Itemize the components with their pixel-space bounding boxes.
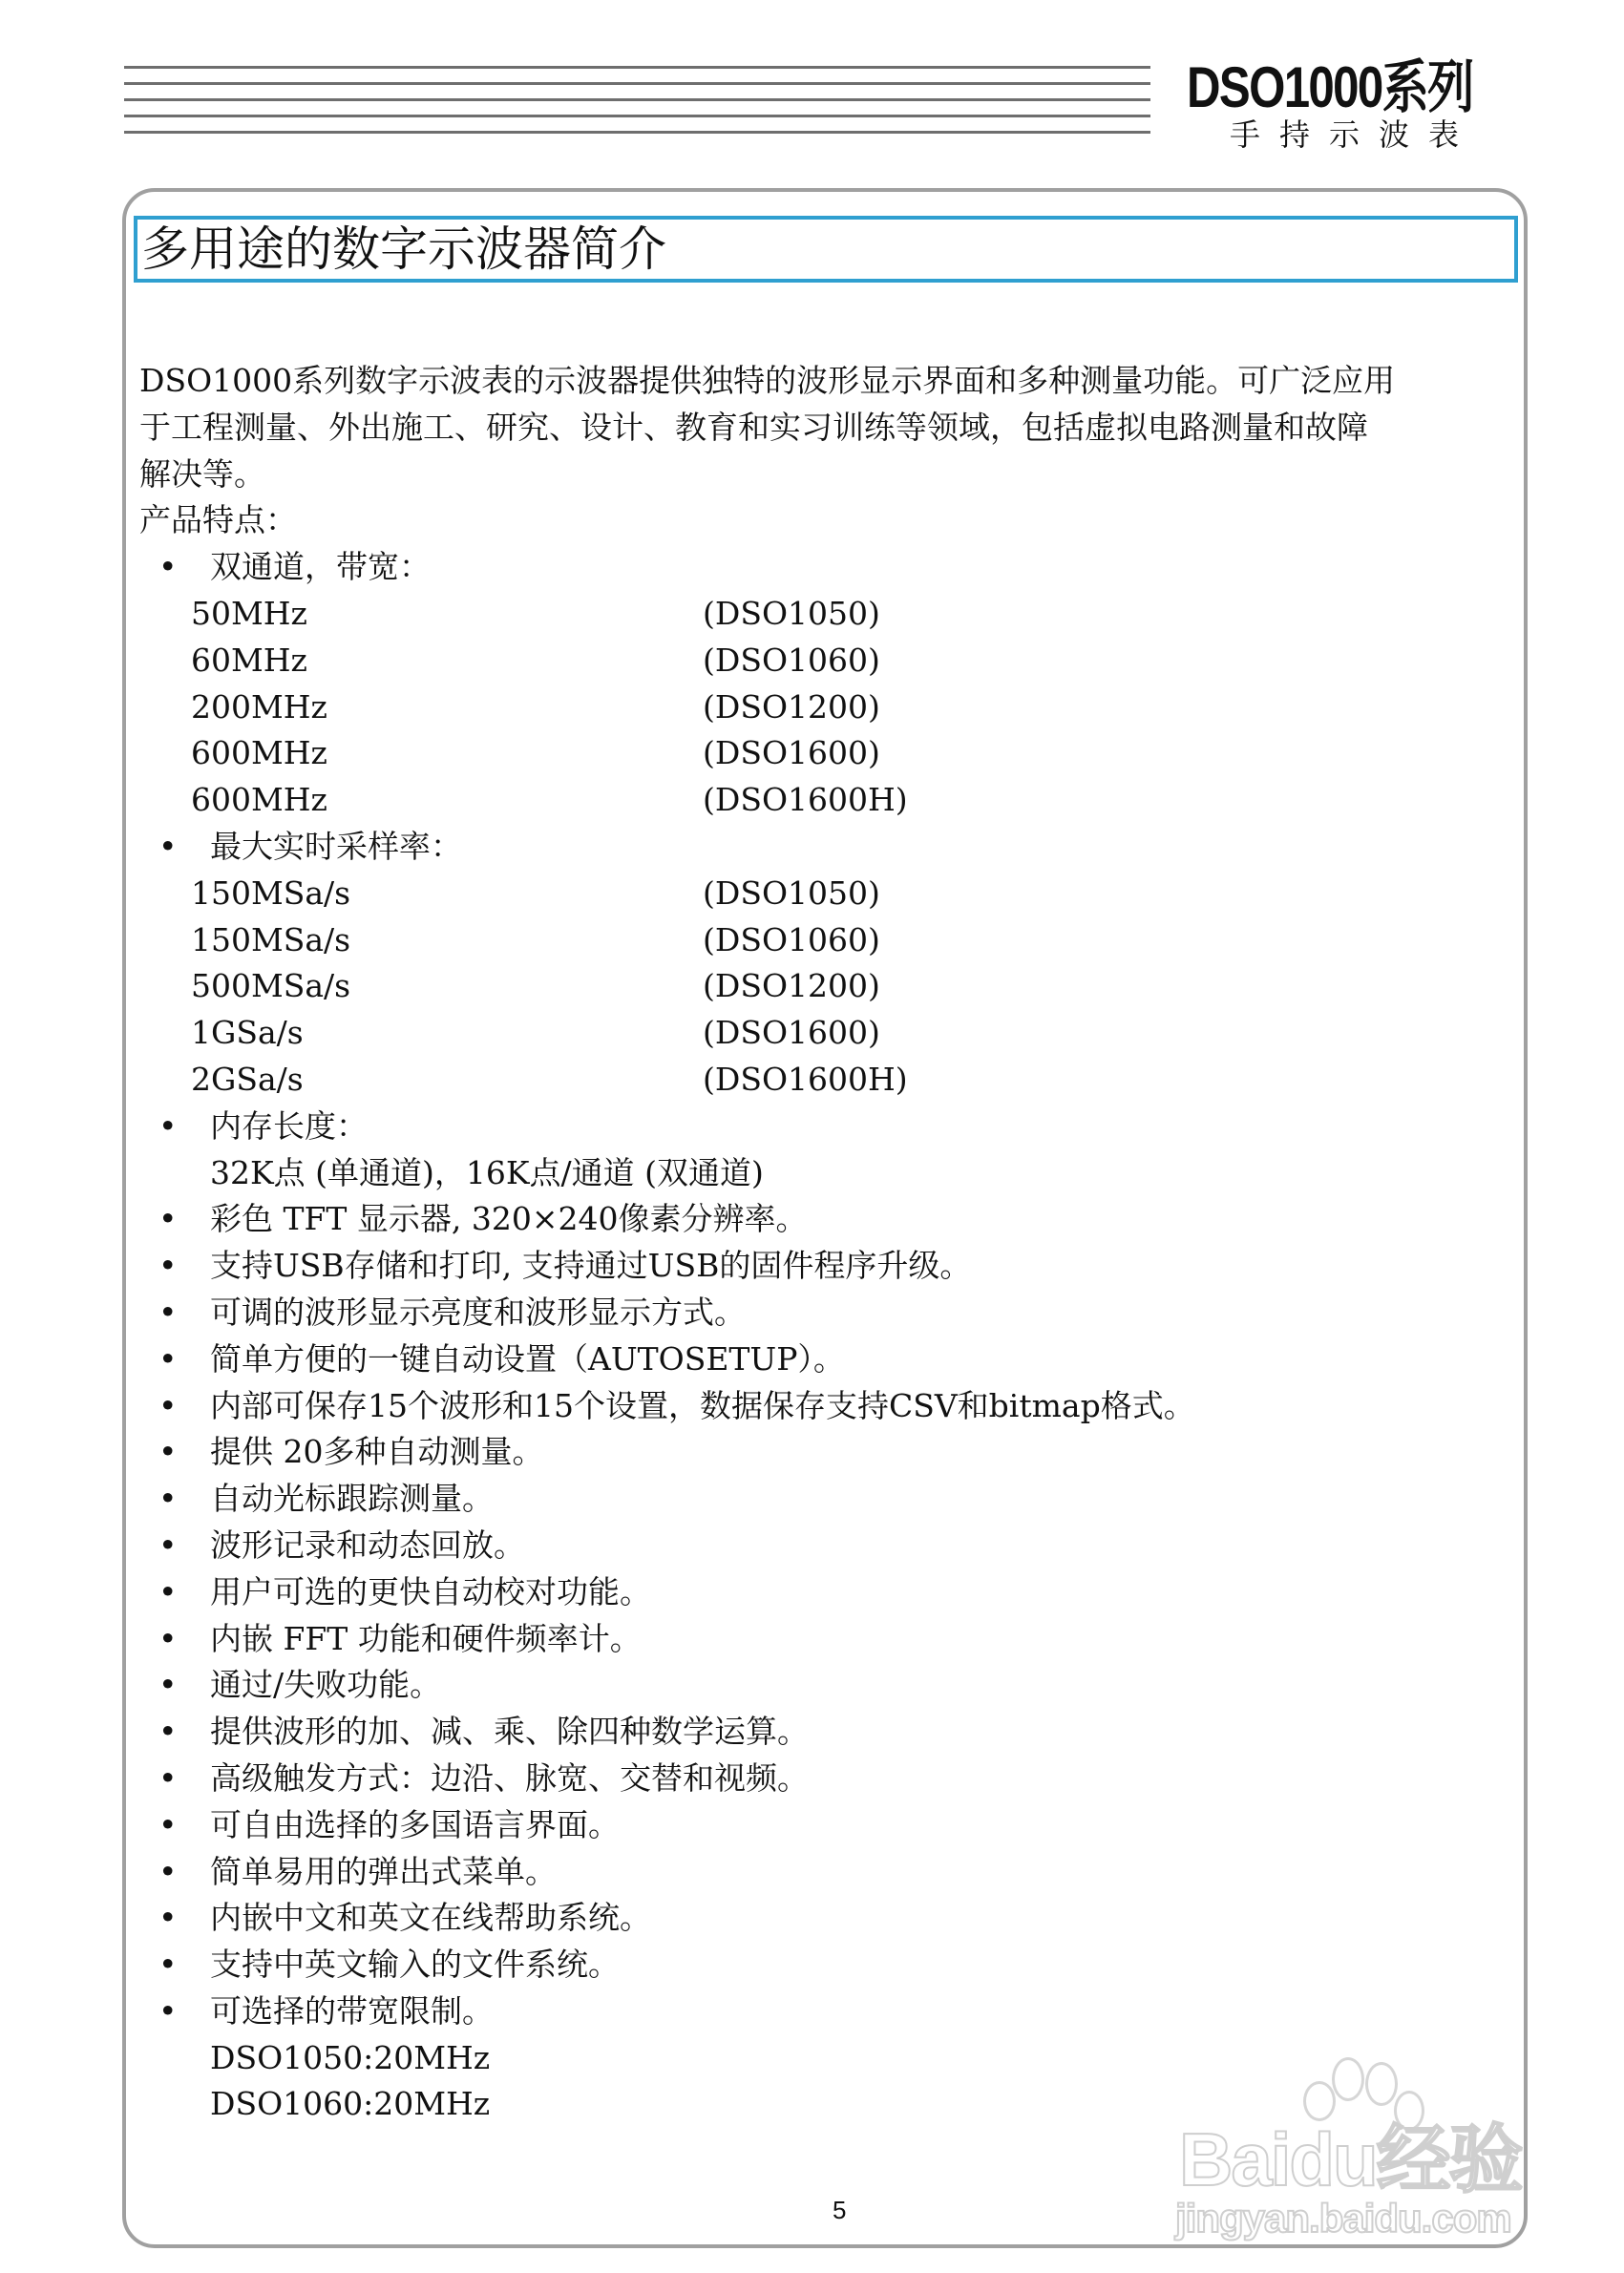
spec-row xyxy=(139,638,1514,684)
feature-item xyxy=(139,1662,1514,1709)
bw-limit-text: DSO1060:20MHz xyxy=(210,2085,491,2123)
feature-text: 内嵌中文和英文在线帮助系统。 xyxy=(210,1899,651,1937)
spec-model: (DSO1600) xyxy=(703,734,880,772)
spec-row xyxy=(139,963,1514,1010)
feature-text: 简单易用的弹出式菜单。 xyxy=(210,1852,557,1890)
spec-model: (DSO1050) xyxy=(703,873,880,912)
feature-text: 内部可保存15个波形和15个设置，数据保存支持CSV和bitmap格式。 xyxy=(210,1386,1195,1424)
feature-item xyxy=(139,1569,1514,1616)
series-title: DSO1000系列 xyxy=(1187,55,1473,119)
feature-text: 内嵌 FFT 功能和硬件频率计。 xyxy=(210,1619,642,1657)
feature-text: 高级触发方式：边沿、脉宽、交替和视频。 xyxy=(210,1758,809,1797)
section-title: 多用途的数字示波器简介 xyxy=(141,221,666,277)
header-rule xyxy=(124,131,1150,134)
spec-value: 600MHz xyxy=(191,781,327,819)
feature-item xyxy=(139,1849,1514,1896)
spec-row xyxy=(139,917,1514,964)
feature-item xyxy=(139,1942,1514,1989)
feature-text: 用户可选的更快自动校对功能。 xyxy=(210,1572,651,1610)
feature-text: 波形记录和动态回放。 xyxy=(210,1526,525,1564)
feature-item xyxy=(139,1523,1514,1569)
feature-text: 通过/失败功能。 xyxy=(210,1666,442,1704)
intro-line: DSO1000系列数字示波表的示波器提供独特的波形显示界面和多种测量功能。可广泛应用 xyxy=(139,362,1396,399)
spec-model: (DSO1060) xyxy=(703,920,880,958)
feature-item xyxy=(139,1104,1514,1150)
bullet-icon: • xyxy=(158,1433,178,1471)
feature-text: 支持USB存储和打印, 支持通过USB的固件程序升级。 xyxy=(210,1247,972,1285)
feature-text: 可自由选择的多国语言界面。 xyxy=(210,1805,620,1843)
bullet-icon: • xyxy=(158,1852,178,1890)
bw-limit-text: DSO1050:20MHz xyxy=(210,2038,491,2076)
baidu-watermark-logo: Baidu经验 jingyan.baidu.com xyxy=(1170,2052,1551,2253)
feature-item xyxy=(139,1989,1514,2035)
feature-item xyxy=(139,1429,1514,1476)
header-rule xyxy=(124,115,1150,117)
bullet-icon: • xyxy=(158,1991,178,2030)
feature-item xyxy=(139,1709,1514,1756)
spec-row xyxy=(139,591,1514,638)
header-rule xyxy=(124,98,1150,101)
bullet-icon: • xyxy=(158,548,178,586)
bullet-icon: • xyxy=(158,1713,178,1751)
bullet-icon: • xyxy=(158,1619,178,1657)
feature-item xyxy=(139,1756,1514,1802)
spec-row xyxy=(139,1010,1514,1057)
spec-value: 150MSa/s xyxy=(191,920,351,958)
feature-text: 彩色 TFT 显示器, 320×240像素分辨率。 xyxy=(210,1200,808,1238)
bullet-icon: • xyxy=(158,1247,178,1285)
intro-line: 于工程测量、外出施工、研究、设计、教育和实习训练等领域，包括虚拟电路测量和故障 xyxy=(139,408,1368,446)
features-label: 产品特点： xyxy=(139,501,297,539)
bullet-icon: • xyxy=(158,1666,178,1704)
spec-value: 50MHz xyxy=(191,594,307,632)
feature-text: 可调的波形显示亮度和波形显示方式。 xyxy=(210,1293,746,1331)
bullet-icon: • xyxy=(158,1899,178,1937)
bullet-icon: • xyxy=(158,1526,178,1564)
bullet-icon: • xyxy=(158,1805,178,1843)
feature-text: 提供 20多种自动测量。 xyxy=(210,1433,544,1471)
spec-model: (DSO1200) xyxy=(703,687,880,726)
feature-item xyxy=(139,1196,1514,1243)
spec-model: (DSO1060) xyxy=(703,641,880,679)
spec-row xyxy=(139,730,1514,777)
bullet-icon: • xyxy=(158,827,178,865)
spec-model: (DSO1050) xyxy=(703,594,880,632)
spec-row xyxy=(139,871,1514,917)
spec-model: (DSO1600) xyxy=(703,1014,880,1052)
spec-row xyxy=(139,1057,1514,1104)
feature-item xyxy=(139,1895,1514,1942)
bullet-icon: • xyxy=(158,1200,178,1238)
bullet-icon: • xyxy=(158,1106,178,1145)
spec-model: (DSO1600H) xyxy=(703,781,908,819)
feature-item xyxy=(139,1336,1514,1383)
bullet-icon: • xyxy=(158,1758,178,1797)
bullet-icon: • xyxy=(158,1572,178,1610)
feature-item xyxy=(139,1290,1514,1336)
intro-line: 解决等。 xyxy=(139,454,265,493)
feature-text: 支持中英文输入的文件系统。 xyxy=(210,1946,620,1984)
feature-text: 最大实时采样率： xyxy=(210,827,462,865)
feature-text: 简单方便的一键自动设置（AUTOSETUP）。 xyxy=(210,1339,845,1378)
feature-item xyxy=(139,1616,1514,1663)
feature-text: 可选择的带宽限制。 xyxy=(210,1991,494,2030)
spec-value: 600MHz xyxy=(191,734,327,772)
feature-text: 内存长度： xyxy=(210,1106,368,1145)
spec-value: 60MHz xyxy=(191,641,307,679)
page-number: 5 xyxy=(833,2196,847,2224)
bullet-icon: • xyxy=(158,1386,178,1424)
header-rule xyxy=(124,66,1150,69)
feature-text: 提供波形的加、减、乘、除四种数学运算。 xyxy=(210,1713,809,1751)
spec-value: 1GSa/s xyxy=(191,1014,304,1052)
section-title-box xyxy=(134,216,1518,283)
feature-item xyxy=(139,1383,1514,1430)
series-subtitle: 手持示波表 xyxy=(1230,116,1479,153)
feature-text: 自动光标跟踪测量。 xyxy=(210,1480,494,1518)
feature-item xyxy=(139,824,1514,871)
spec-value: 200MHz xyxy=(191,687,327,726)
feature-item xyxy=(139,1243,1514,1290)
bullet-icon: • xyxy=(158,1946,178,1984)
feature-item xyxy=(139,544,1514,591)
body-text xyxy=(139,358,1514,2128)
memory-text: 32K点 (单通道)，16K点/通道 (双通道) xyxy=(210,1153,764,1191)
bullet-icon: • xyxy=(158,1339,178,1378)
memory-value xyxy=(139,1150,1514,1197)
spec-row xyxy=(139,777,1514,824)
spec-row xyxy=(139,684,1514,731)
bullet-icon: • xyxy=(158,1480,178,1518)
bullet-icon: • xyxy=(158,1293,178,1331)
spec-model: (DSO1200) xyxy=(703,967,880,1005)
feature-text: 双通道，带宽： xyxy=(210,548,431,586)
spec-model: (DSO1600H) xyxy=(703,1060,908,1098)
spec-value: 2GSa/s xyxy=(191,1060,304,1098)
spec-value: 150MSa/s xyxy=(191,873,351,912)
feature-item xyxy=(139,1476,1514,1523)
header-rule xyxy=(124,82,1150,85)
feature-item xyxy=(139,1802,1514,1849)
spec-value: 500MSa/s xyxy=(191,967,351,1005)
